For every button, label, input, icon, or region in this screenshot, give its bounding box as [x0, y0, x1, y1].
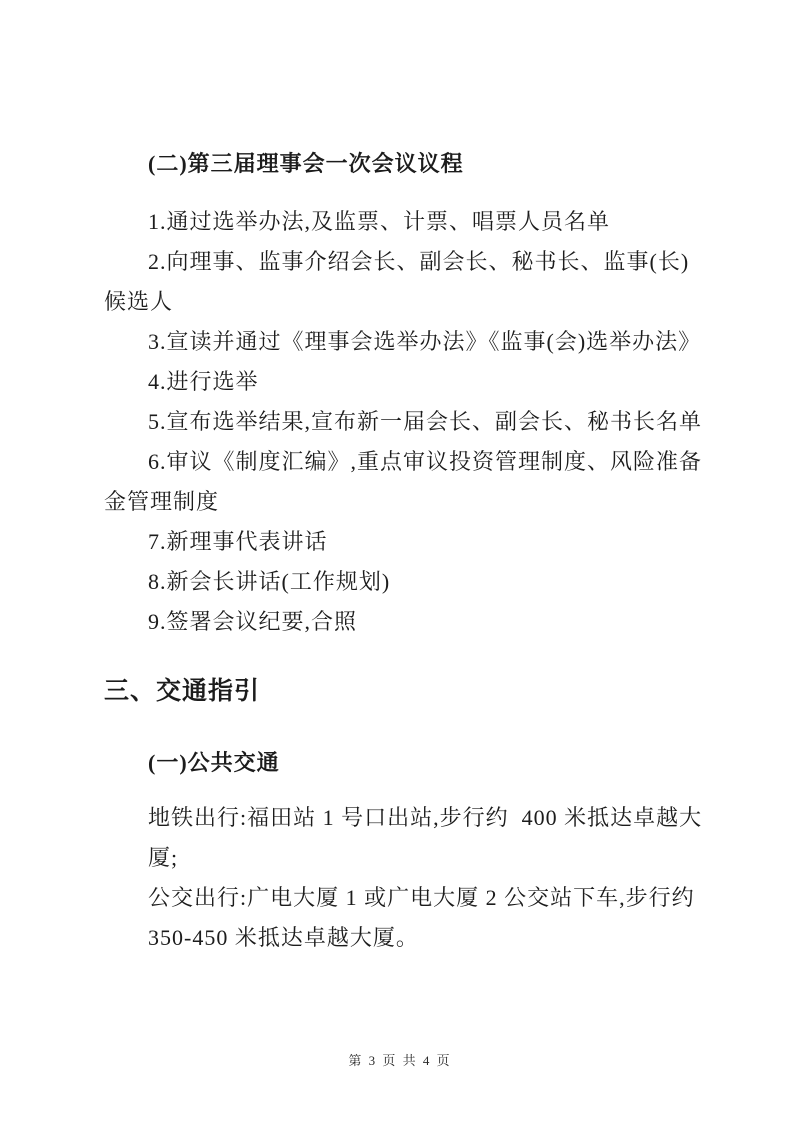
transport-paragraphs: [104, 798, 744, 958]
text-line: 350-450 米抵达卓越大厦。: [148, 925, 419, 950]
page-number-footer: 第 3 页 共 4 页: [348, 1053, 452, 1068]
text-line: 地铁出行:福田站 1 号口出站,步行约 400 米抵达卓越大: [148, 805, 703, 830]
text-line: 2.向理事、监事介绍会长、副会长、秘书长、监事(长): [148, 249, 690, 274]
text-line: 金管理制度: [104, 489, 220, 514]
text-line: 7.新理事代表讲话: [148, 529, 328, 554]
agenda-list: [104, 202, 744, 642]
text-line: 9.签署会议纪要,合照: [148, 609, 358, 634]
text-line: 4.进行选举: [148, 369, 259, 394]
section2-heading: (二)第三届理事会一次会议议程: [148, 151, 464, 176]
text-line: 5.宣布选举结果,宣布新一届会长、副会长、秘书长名单: [148, 409, 703, 434]
text-line: 厦;: [148, 845, 179, 870]
section3-subsection-heading: (一)公共交通: [148, 750, 280, 775]
text-line: 6.审议《制度汇编》,重点审议投资管理制度、风险准备: [148, 449, 703, 474]
text-line: 3.宣读并通过《理事会选举办法》《监事(会)选举办法》: [148, 329, 702, 354]
section3-heading: 三、交通指引: [104, 677, 261, 705]
text-line: 1.通过选举办法,及监票、计票、唱票人员名单: [148, 209, 611, 234]
text-line: 公交出行:广电大厦 1 或广电大厦 2 公交站下车,步行约: [148, 885, 695, 910]
text-line: 8.新会长讲话(工作规划): [148, 569, 391, 594]
text-line: 候选人: [104, 289, 174, 314]
